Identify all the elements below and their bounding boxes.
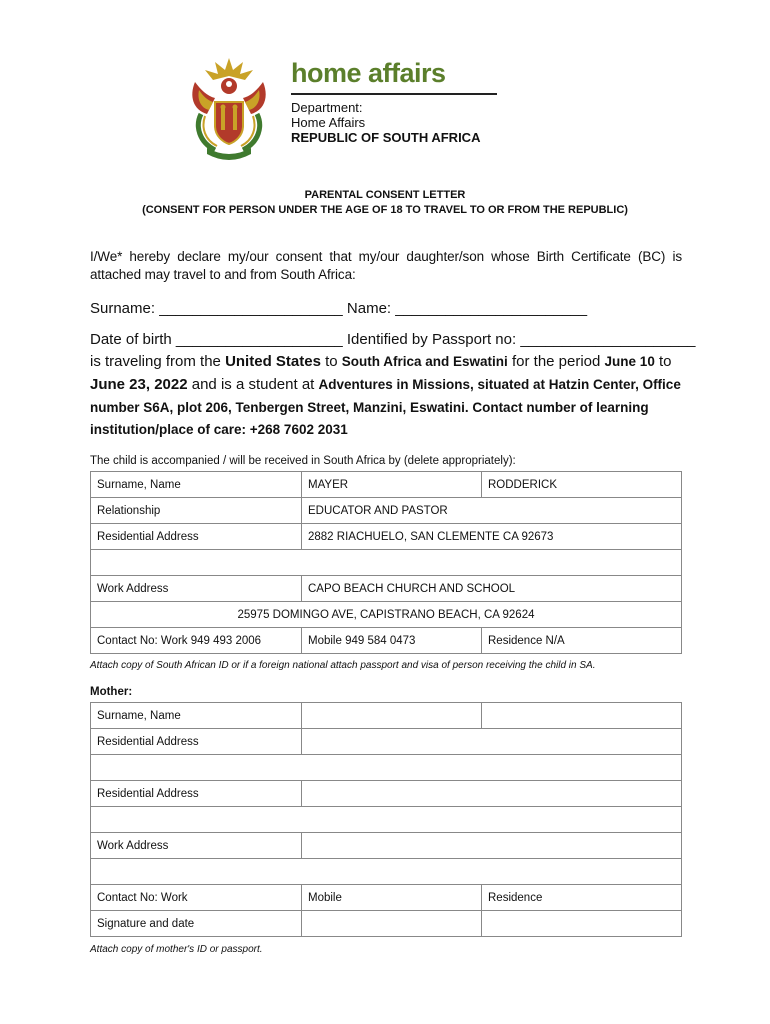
table-row: [91, 755, 682, 781]
table-row: [91, 550, 682, 576]
mother-work-field[interactable]: [302, 833, 682, 859]
dept-line-3: REPUBLIC OF SOUTH AFRICA: [291, 130, 481, 145]
mother-caption: Attach copy of mother's ID or passport.: [90, 944, 263, 955]
mother-surname-label: Surname, Name: [91, 703, 302, 729]
mother-section-label: Mother:: [90, 686, 133, 698]
travel-from: United States: [225, 353, 321, 370]
table-row: [91, 524, 682, 550]
mother-work-continued[interactable]: [91, 859, 682, 885]
mother-signature-field[interactable]: [302, 911, 482, 937]
mother-residential-continued-2[interactable]: [91, 807, 682, 833]
travel-to-pre: to: [320, 353, 342, 370]
child-dob-passport-line: Date of birth ____________________ Identified by Passport no: _____________________: [90, 331, 696, 348]
intro-paragraph: I/We* hereby declare my/our consent that my/our daughter/son whose Birth Certificate (BC) is attached may travel to and from South Africa:: [90, 249, 682, 282]
period-end: June 23, 2022: [90, 376, 188, 393]
table-row: [91, 628, 682, 654]
residential-value[interactable]: 2882 RIACHUELO, SAN CLEMENTE CA 92673: [302, 524, 682, 550]
relationship-value[interactable]: EDUCATOR AND PASTOR: [302, 498, 682, 524]
table-row: [91, 498, 682, 524]
surname-label: Surname, Name: [91, 472, 302, 498]
mother-date-field[interactable]: [482, 911, 682, 937]
mother-signature-label: Signature and date: [91, 911, 302, 937]
table-row: [91, 859, 682, 885]
dept-line-1: Department:: [291, 100, 363, 115]
table-row: [91, 729, 682, 755]
contact-mobile[interactable]: Mobile 949 584 0473: [302, 628, 482, 654]
table-row: [91, 703, 682, 729]
dept-line-2: Home Affairs: [291, 115, 366, 130]
mother-contact-mobile[interactable]: Mobile: [302, 885, 482, 911]
table-row: [91, 781, 682, 807]
mother-work-label: Work Address: [91, 833, 302, 859]
accompanied-caption: Attach copy of South African ID or if a foreign national attach passport and visa of person receiving the child in SA.: [90, 660, 596, 671]
brand-divider: [291, 93, 497, 95]
mother-residential-label-2: Residential Address: [91, 781, 302, 807]
travel-pre: is traveling from the: [90, 353, 226, 370]
mother-residential-field[interactable]: [302, 729, 682, 755]
table-row: [91, 911, 682, 937]
period-student-line: [90, 375, 681, 395]
table-row: [91, 602, 682, 628]
child-surname-name-line: Surname: ______________________ Name: _______________________: [90, 300, 588, 317]
table-row: [91, 885, 682, 911]
brand-name: home affairs: [291, 58, 446, 88]
mother-contact-work[interactable]: Contact No: Work: [91, 885, 302, 911]
surname-value[interactable]: MAYER: [302, 472, 482, 498]
contact-work[interactable]: Contact No: Work 949 493 2006: [91, 628, 302, 654]
institution-line-3: institution/place of care: +268 7602 2031: [90, 422, 348, 437]
institution-name: Adventures in Missions, situated at Hatzin Center, Office: [318, 377, 681, 392]
travel-period-pre: for the period: [507, 353, 605, 370]
travel-line: [90, 352, 672, 372]
mother-surname-field[interactable]: [302, 703, 482, 729]
mother-residential-field-2[interactable]: [302, 781, 682, 807]
brand-block: [291, 58, 497, 145]
table-row: [91, 576, 682, 602]
document-title: PARENTAL CONSENT LETTER: [304, 189, 466, 201]
period-start: June 10: [604, 354, 655, 369]
table-row: [91, 833, 682, 859]
student-pre: and is a student at: [187, 376, 319, 393]
residential-continued[interactable]: [91, 550, 682, 576]
mother-table: [90, 702, 682, 937]
table-row: [91, 807, 682, 833]
residential-label: Residential Address: [91, 524, 302, 550]
mother-name-field[interactable]: [482, 703, 682, 729]
document-subtitle: (CONSENT FOR PERSON UNDER THE AGE OF 18 TO TRAVEL TO OR FROM THE REPUBLIC): [142, 204, 628, 216]
period-to: to: [654, 353, 672, 370]
institution-line-2: number S6A, plot 206, Tenbergen Street, Manzini, Eswatini. Contact number of learning: [90, 400, 649, 415]
table-row: [91, 472, 682, 498]
name-value[interactable]: RODDERICK: [482, 472, 682, 498]
mother-contact-residence[interactable]: Residence: [482, 885, 682, 911]
travel-to: South Africa and Eswatini: [341, 354, 508, 369]
contact-residence[interactable]: Residence N/A: [482, 628, 682, 654]
work-address-line-2[interactable]: 25975 DOMINGO AVE, CAPISTRANO BEACH, CA 92624: [91, 602, 682, 628]
mother-residential-label: Residential Address: [91, 729, 302, 755]
coat-of-arms-icon: [185, 52, 273, 160]
work-value[interactable]: CAPO BEACH CHURCH AND SCHOOL: [302, 576, 682, 602]
work-label: Work Address: [91, 576, 302, 602]
accompanying-person-table: [90, 471, 682, 654]
accompanied-note: The child is accompanied / will be received in South Africa by (delete appropriately):: [90, 455, 516, 467]
mother-residential-continued[interactable]: [91, 755, 682, 781]
relationship-label: Relationship: [91, 498, 302, 524]
